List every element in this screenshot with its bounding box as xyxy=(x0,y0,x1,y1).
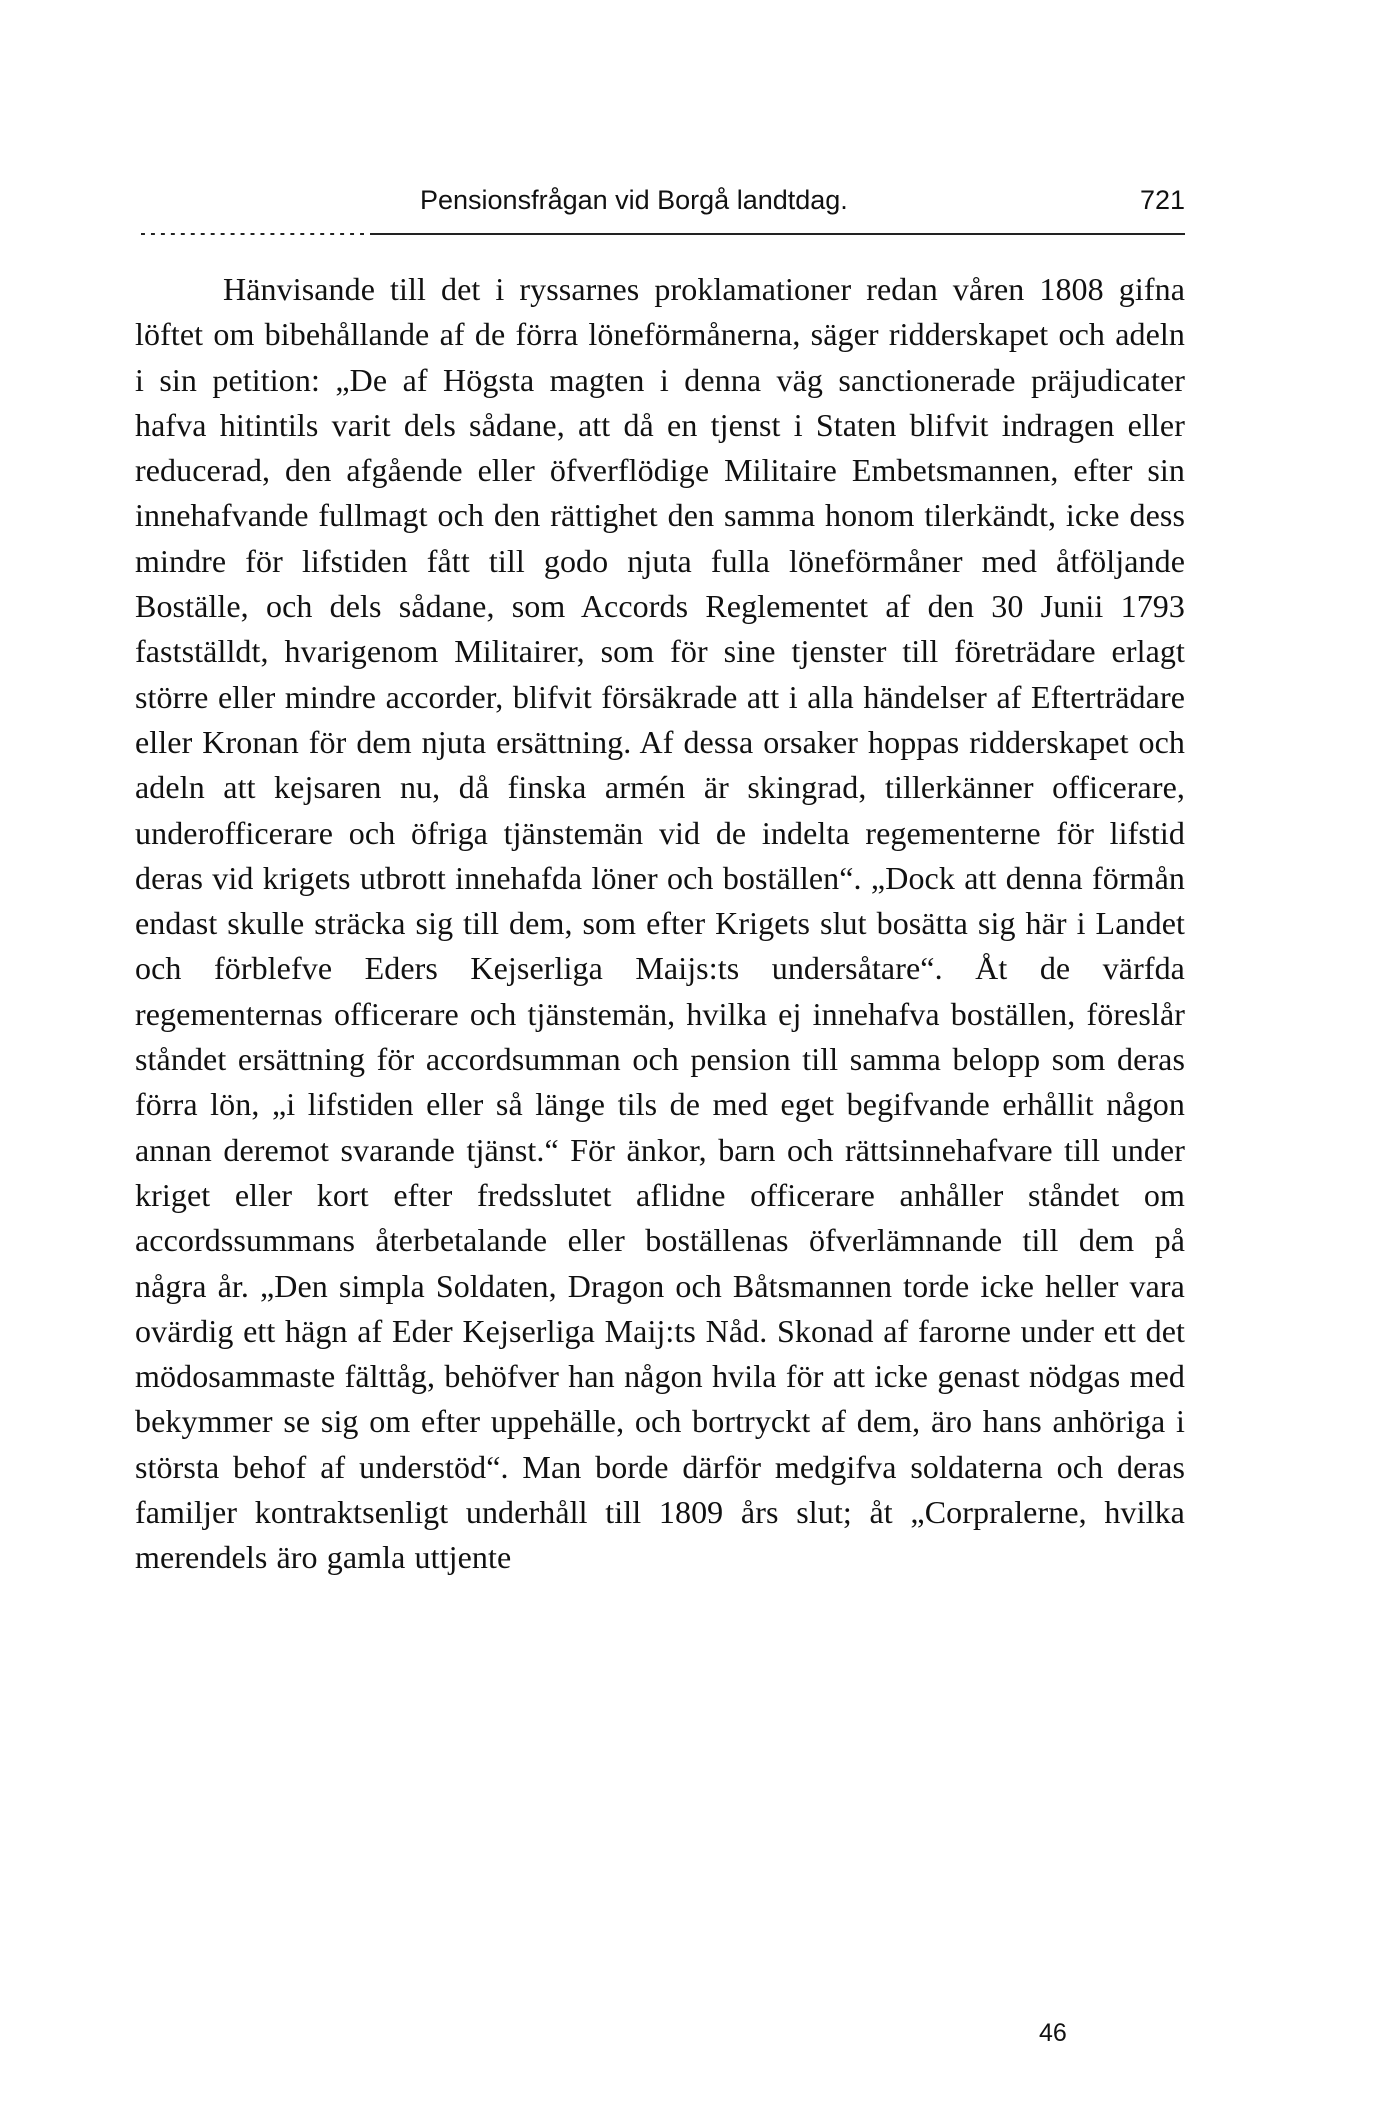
running-title: Pensionsfrågan vid Borgå landtdag. xyxy=(420,185,848,215)
header-rule-dashed-segment xyxy=(135,233,370,235)
page-number: 721 xyxy=(1139,185,1185,215)
body-paragraph: Hänvisande till det i ryssarnes proklamationer redan våren 1808 gifna löftet om bibehållande af de förra löneförmånerna, säger ridderskapet och adeln i sin petition: „De af Högsta magten i denna väg sanctionerade präjudicater hafva hitintils varit dels sådane, att då en tjenst i Staten blifvit indragen eller reducerad, den afgående eller öfverflödige Militaire Embetsmannen, efter sin innehafvande fullmagt och den rättighet den samma honom tilerkändt, icke dess mindre för lifstiden fått till godo njuta fulla löneförmåner med åtföljande Boställe, och dels sådane, som Accords Reglementet af den 30 Junii 1793 fastställdt, hvarigenom Militairer, som för sine tjenster till företrädare erlagt större eller mindre accorder, blifvit försäkrade att i alla händelser af Efterträdare eller Kronan för dem njuta ersättning. Af dessa orsaker hoppas ridderskapet och adeln att kejsaren nu, då finska armén är skingrad, tillerkänner officerare, underofficerare och öfriga tjänstemän vid de indelta regementerne för lifstid deras vid krigets utbrott innehafda löner och boställen“. „Dock att denna förmån endast skulle sträcka sig till dem, som efter Krigets slut bosätta sig här i Landet och förblefve Eders Kejserliga Maijs:ts undersåtare“. Åt de värfda regementernas officerare och tjänstemän, hvilka ej innehafva boställen, föreslår ståndet ersättning för accordsumman och pension till samma belopp som deras förra lön, „i lifstiden eller så länge tils de med eget begifvande erhållit någon annan deremot svarande tjänst.“ För änkor, barn och rättsinnehafvare till under kriget eller kort efter fredsslutet aflidne officerare anhåller ståndet om accordssummans återbetalande eller boställenas öfverlämnande till dem på några år. „Den simpla Soldaten, Dragon och Båtsmannen torde icke heller vara ovärdig ett hägn af Eder Kejserliga Maij:ts Nåd. Skonad af farorne under ett det mödosammaste fälttåg, behöfver han någon hvila för att icke genast nödgas med bekymmer se sig om efter uppehälle, och bortryckt af dem, äro hans anhöriga i största behof af understöd“. Man borde därför medgifva soldaterna och deras familjer kontraktsenligt underhåll till 1809 års slut; åt „Corpralerne, hvilka merendels äro gamla uttjente xyxy=(135,271,1185,1576)
running-head xyxy=(135,178,1185,222)
signature-mark: 46 xyxy=(1039,2019,1067,2047)
